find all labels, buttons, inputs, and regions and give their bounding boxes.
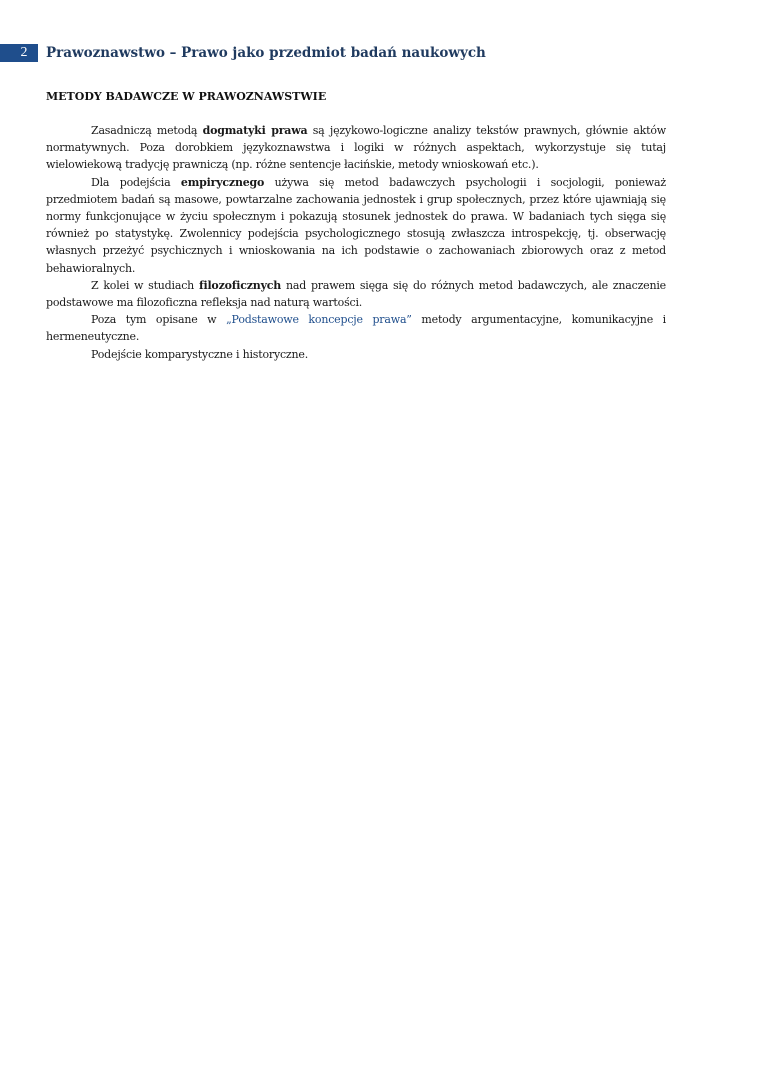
paragraph-text: metody argumentacyjne, komunikacyjne i hermeneutyczne. [46, 313, 666, 344]
bold-term-dogmatics: dogmatyki prawa [202, 124, 308, 137]
paragraph-philosophical [46, 277, 666, 311]
paragraph-text: Poza tym opisane w [91, 313, 227, 327]
paragraph-text: Dla podejścia [91, 175, 181, 189]
page-content [46, 89, 666, 363]
paragraph-comparative [46, 346, 666, 363]
page-header [0, 44, 760, 64]
running-title: Prawoznawstwo – Prawo jako przedmiot badań naukowych [46, 45, 486, 61]
paragraph-text: używa się metod badawczych psychologii i socjologii, ponieważ przedmiotem badań są masowe, powtarzalne zachowania jednostek i grup społecznych, przez które ujawniają się normy funkcjonujące w życiu społecznym i pokazują stosunek jednostek do prawa. W badaniach tych sięga się również po statystykę. Zwolennicy podejścia psychologicznego stosują zwłaszcza introspekcję, tj. obserwację własnych przeżyć psychicznych i wnioskowania na ich podstawie o zachowaniach zbiorowych oraz z metod behawioralnych. [46, 175, 666, 275]
cross-reference-link[interactable]: „Podstawowe koncepcje prawa” [226, 313, 412, 327]
paragraph-dogmatics [46, 122, 666, 174]
bold-term-philosophical: filozoficznych [198, 278, 282, 292]
paragraph-other-methods [46, 311, 666, 345]
section-heading: METODY BADAWCZE W PRAWOZNAWSTWIE [46, 90, 327, 103]
paragraph-text: są językowo-logiczne analizy tekstów prawnych, głównie aktów normatywnych. Poza dorobkiem językoznawstwa i logiki w różnych aspektach, wykorzystuje się tutaj wielowiekową tradycję prawniczą (np. różne sentencje łacińskie, metody wnioskowań etc.). [46, 124, 666, 172]
paragraph-text: Podejście komparystyczne i historyczne. [91, 347, 309, 361]
paragraph-text: Zasadniczą metodą [91, 124, 203, 137]
bold-term-empirical: empirycznego [180, 175, 265, 189]
paragraph-empirical [46, 174, 666, 277]
paragraph-text: nad prawem sięga się do różnych metod badawczych, ale znaczenie podstawowe ma filozoficzna refleksja nad naturą wartości. [46, 278, 666, 310]
paragraph-text: Z kolei w studiach [91, 278, 199, 292]
page-number: 2 [0, 44, 38, 62]
